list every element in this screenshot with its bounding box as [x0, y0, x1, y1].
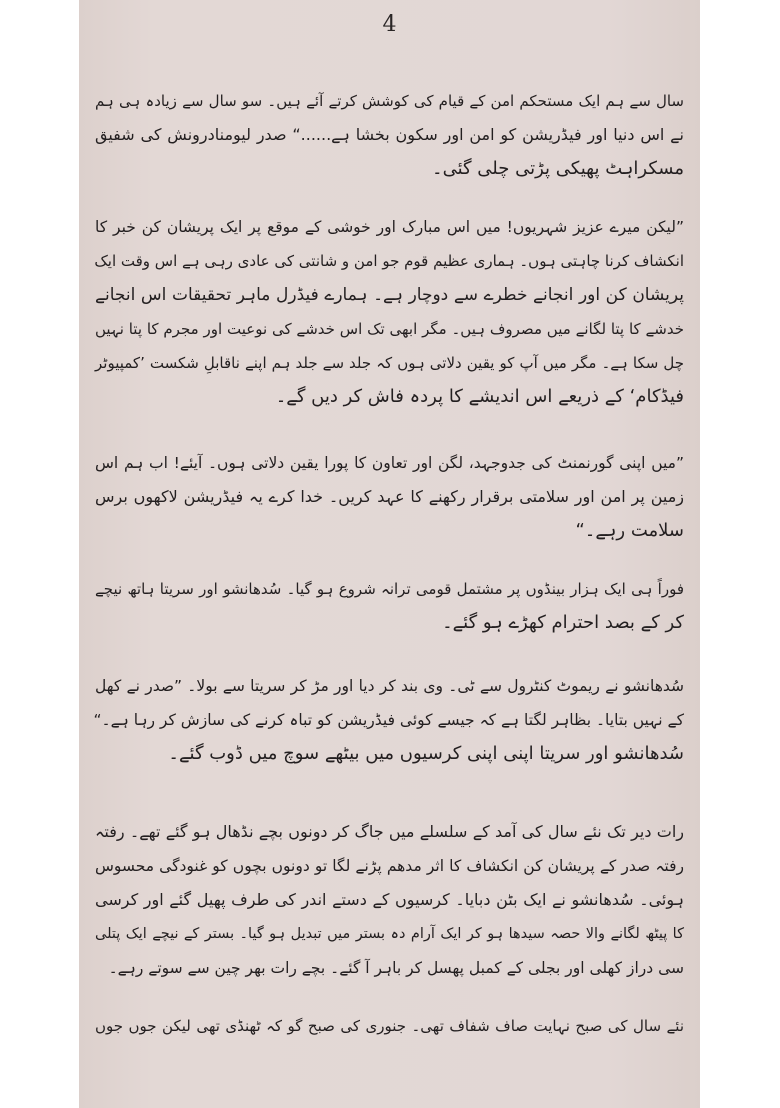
text-line: پریشان کن اور انجانے خطرے سے دوچار ہے۔ ہمارے فیڈرل ماہر تحقیقات اس انجانے	[95, 285, 684, 305]
text-line: فوراً ہی ایک ہزار بینڈوں پر مشتمل قومی ترانہ شروع ہو گیا۔ سُدھانشو اور سریتا ہاتھ نیچے	[95, 580, 684, 598]
paragraph	[95, 210, 684, 414]
text-line: زمین پر امن اور سلامتی برقرار رکھنے کا عہد کریں۔ خدا کرے یہ فیڈریشن لاکھوں برس	[95, 487, 684, 506]
text-line: مسکراہٹ پھیکی پڑتی چلی گئی۔	[432, 158, 684, 179]
text-line: رات دیر تک نئے سال کی آمد کے سلسلے میں جاگ کر دونوں بچے نڈھال ہو گئے تھے۔ رفتہ	[95, 822, 684, 841]
text-line: سلامت رہے۔“	[575, 520, 684, 541]
text-line: سی دراز کھلی اور بجلی کے کمبل پھسل کر باہر آ گئے۔ بچے رات بھر چین سے سوتے رہے۔	[108, 959, 684, 977]
text-line: رفتہ صدر کے پریشان کن انکشاف کا اثر مدھم پڑنے لگا تو دونوں بچوں کو غنودگی محسوس	[95, 857, 684, 875]
text-line: سُدھانشو اور سریتا اپنی اپنی کرسیوں میں بیٹھے سوچ میں ڈوب گئے۔	[168, 743, 684, 764]
text-line: ”میں اپنی گورنمنٹ کی جدوجہد، لگن اور تعاون کا پورا یقین دلاتی ہوں۔ آیئے! اب ہم اس	[95, 454, 684, 472]
text-line: انکشاف کرنا چاہتی ہوں۔ ہماری عظیم قوم جو امن و شانتی کی عادی رہی ہے اس وقت ایک	[94, 252, 684, 270]
text-line: چل سکا ہے۔ مگر میں آپ کو یقین دلاتی ہوں کہ جلد سے جلد ہم اپنے ناقابلِ شکست ’کمپیوٹر	[95, 354, 684, 372]
text-line: سال سے ہم ایک مستحکم امن کے قیام کی کوشش کرتے آئے ہیں۔ سو سال سے زیادہ ہی ہم	[95, 92, 684, 110]
page-text	[95, 84, 684, 1043]
page-number: 4	[382, 12, 397, 37]
paragraph	[95, 669, 684, 771]
paragraph	[95, 815, 684, 985]
text-line: کا پیٹھ لگانے والا حصہ سیدھا ہو کر ایک آرام دہ بستر میں تبدیل ہو گیا۔ بستر کے نیچے ایک پتلی	[95, 926, 684, 942]
text-line: ”لیکن میرے عزیز شہریوں! میں اس مبارک اور خوشی کے موقع پر ایک پریشان کن خبر کا	[95, 218, 684, 236]
book-page	[79, 0, 700, 1108]
paragraph	[95, 84, 684, 186]
text-line: کے نہیں بتایا۔ بظاہر لگتا ہے کہ جیسے کوئی فیڈریشن کو تباہ کرنے کی سازش کر رہا ہے۔“	[93, 711, 684, 729]
text-line: سُدھانشو نے ریموٹ کنٹرول سے ٹی۔ وی بند کر دیا اور مڑ کر سریتا سے بولا۔ ”صدر نے کھل	[95, 677, 684, 695]
text-line: نئے سال کی صبح نہایت صاف شفاف تھی۔ جنوری کی صبح گو کہ ٹھنڈی تھی لیکن جوں جوں	[95, 1017, 684, 1035]
paragraph	[95, 1009, 684, 1043]
text-line: ہوئی۔ سُدھانشو نے ایک بٹن دبایا۔ کرسیوں کے دستے اندر کی طرف پھیل گئے اور کرسی	[95, 890, 684, 909]
text-line: کر کے بصد احترام کھڑے ہو گئے۔	[442, 612, 684, 633]
text-line: فیڈکام‘ کے ذریعے اس اندیشے کا پردہ فاش کر دیں گے۔	[275, 386, 684, 407]
text-line: خدشے کا پتا لگانے میں مصروف ہیں۔ مگر ابھی تک اس خدشے کی نوعیت اور مجرم کا پتا نہیں	[95, 320, 684, 338]
paragraph	[95, 446, 684, 548]
paragraph	[95, 572, 684, 640]
text-line: نے اس دنیا اور فیڈریشن کو امن اور سکون بخشا ہے......“ صدر لیومنادرونش کی شفیق	[95, 125, 684, 144]
